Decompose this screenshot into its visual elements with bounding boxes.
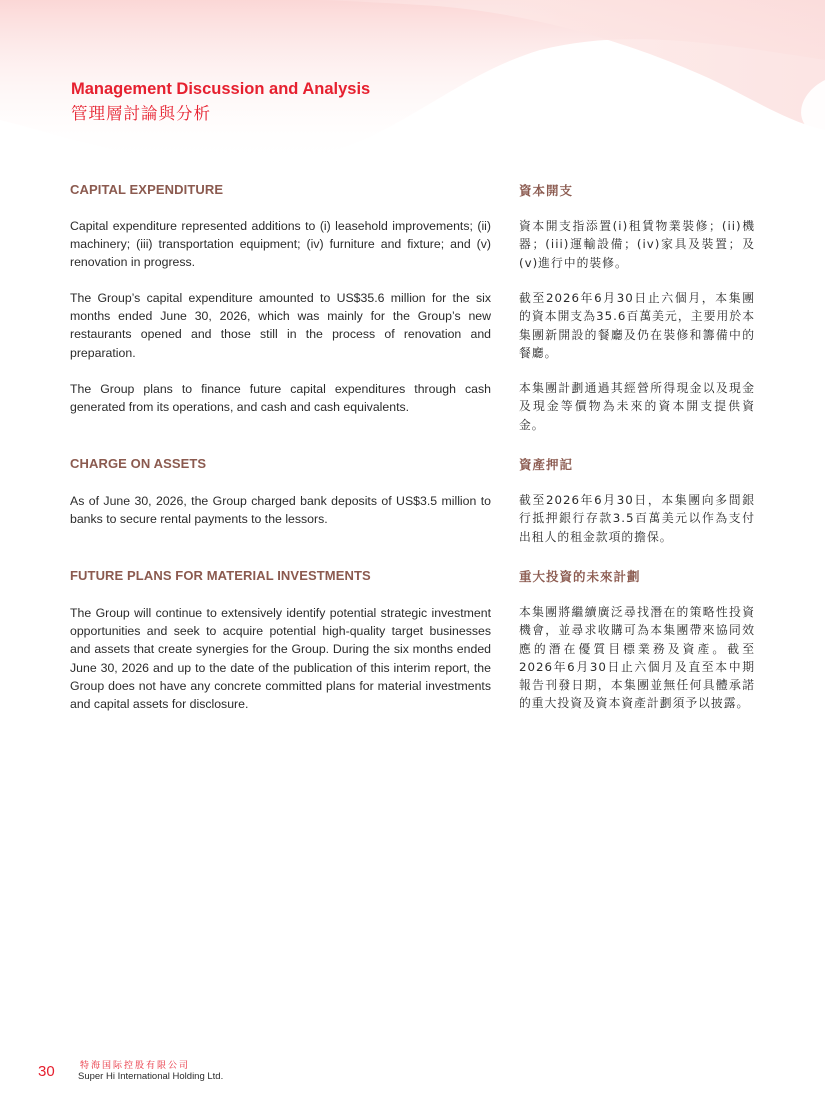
section-charge-on-assets-zh	[519, 456, 755, 474]
section-future-plans-zh	[519, 568, 755, 586]
section-heading: 重大投資的未來計劃	[519, 569, 641, 584]
section-heading: 資本開支	[519, 183, 574, 198]
company-name-en: Super Hi International Holding Ltd.	[78, 1071, 224, 1082]
section-heading: CAPITAL EXPENDITURE	[70, 182, 224, 197]
paragraph: The Group will continue to extensively identify potential strategic investment opportunities and seek to acquire potential high-quality target businesses and assets that create synergies for the Group. During the six months ended June 30, 2026 and up to the date of the publication of this interim report, the Group does not have any concrete committed plans for material investments and capital assets for disclosure.	[70, 606, 491, 712]
section-heading: FUTURE PLANS FOR MATERIAL INVESTMENTS	[70, 568, 371, 583]
paragraph: 截至2026年6月30日止六個月，本集團的資本開支為35.6百萬美元，主要用於本集團新開設的餐廳及仍在裝修和籌備中的餐廳。	[519, 291, 755, 360]
section-heading: CHARGE ON ASSETS	[70, 456, 207, 471]
company-name-zh: 特海国际控股有限公司	[80, 1061, 191, 1071]
section-future-plans-en	[70, 567, 491, 585]
section-heading: 資產押記	[519, 457, 574, 472]
page-header	[71, 78, 370, 125]
paragraph: 本集團計劃通過其經營所得現金以及現金及現金等價物為未來的資本開支提供資金。	[519, 381, 755, 432]
section-capital-expenditure-en	[70, 181, 491, 199]
page-title-en: Management Discussion and Analysis	[71, 80, 371, 98]
section-capital-expenditure-zh	[519, 182, 755, 200]
paragraph: 截至2026年6月30日，本集團向多間銀行抵押銀行存款3.5百萬美元以作為支付出租人的租金款項的擔保。	[519, 493, 755, 544]
section-charge-on-assets-en	[70, 455, 491, 473]
paragraph: The Group plans to finance future capital expenditures through cash generated from its operations, and cash and cash equivalents.	[70, 382, 491, 415]
paragraph: 本集團將繼續廣泛尋找潛在的策略性投資機會，並尋求收購可為本集團帶來協同效應的潛在優質目標業務及資產。截至2026年6月30日止六個月及直至本中期報告刊發日期，本集團並無任何具體承諾的重大投資及資本資產計劃須予以披露。	[519, 605, 755, 711]
paragraph: Capital expenditure represented additions to (i) leasehold improvements; (ii) machinery; (iii) transportation equipment; (iv) furniture and fixture; and (v) renovation in progress.	[70, 219, 491, 270]
page-title-zh: 管理層討論與分析	[71, 104, 211, 123]
paragraph: The Group’s capital expenditure amounted to US$35.6 million for the six months ended June 30, 2026, which was mainly for the Group’s new restaurants opened and those still in the process of renovation and preparation.	[70, 291, 491, 360]
paragraph: 資本開支指添置(i)租賃物業裝修；(ii)機器；(iii)運輸設備；(iv)家具及裝置；及(v)進行中的裝修。	[519, 219, 755, 270]
page-number: 30	[38, 1063, 55, 1080]
paragraph: As of June 30, 2026, the Group charged bank deposits of US$3.5 million to banks to secure rental payments to the lessors.	[70, 494, 491, 527]
